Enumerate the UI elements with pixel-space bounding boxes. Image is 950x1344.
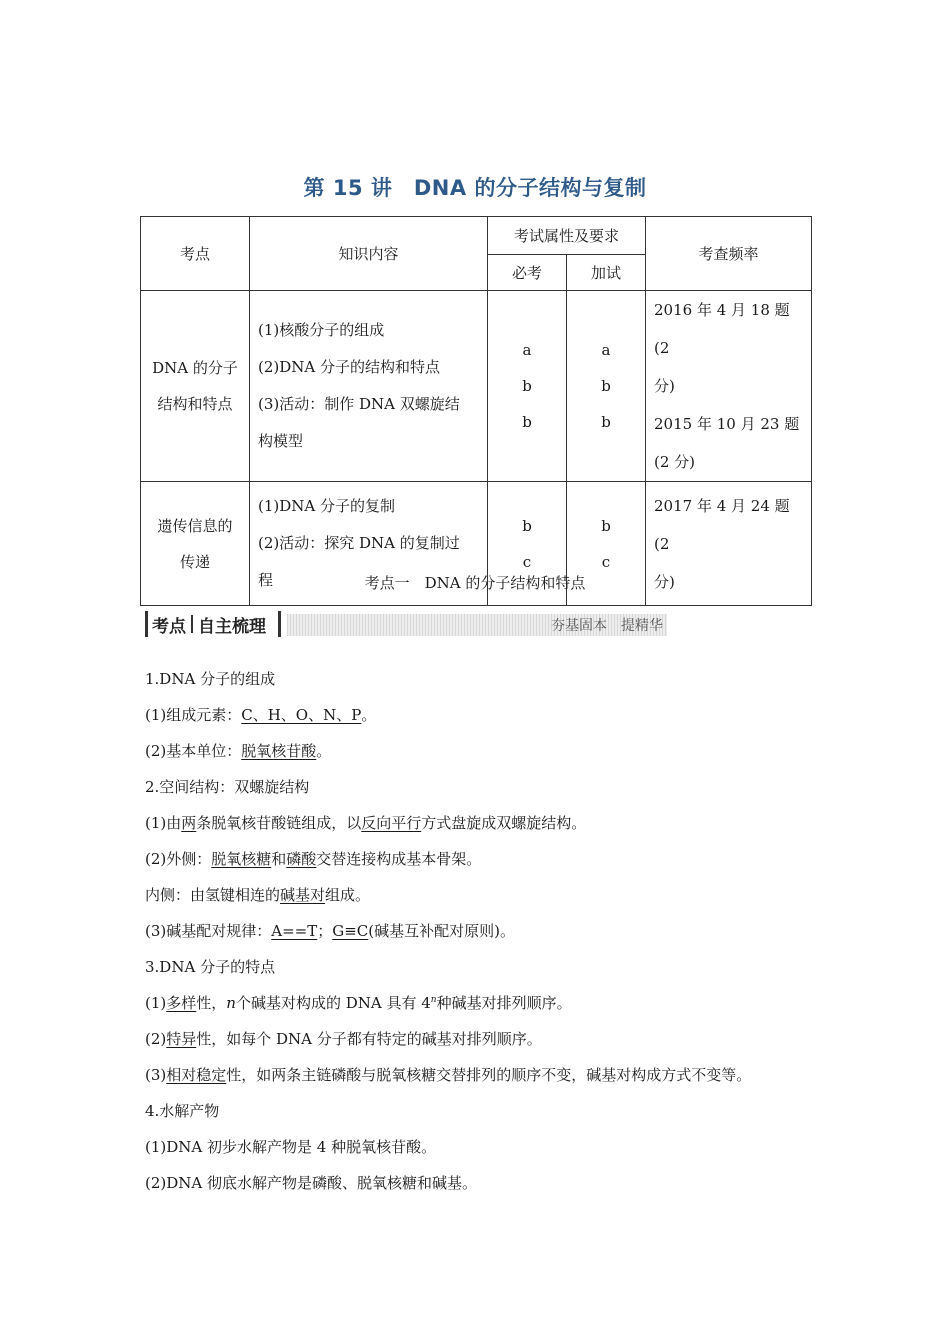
row-content: (1)核酸分子的组成 (2)DNA 分子的结构和特点 (3)活动：制作 DNA 双螺旋结 构模型 bbox=[250, 291, 488, 482]
table-row bbox=[141, 291, 812, 482]
row-extra: b c bbox=[567, 482, 646, 606]
exam-points-table bbox=[140, 216, 812, 606]
line-stability: (3)相对稳定性，如两条主链磷酸与脱氧核糖交替排列的顺序不变，碱基对构成方式不变等。 bbox=[145, 1066, 752, 1084]
row-content: (1)DNA 分子的复制 (2)活动：探究 DNA 的复制过 程 bbox=[250, 482, 488, 606]
line-specificity: (2)特异性，如每个 DNA 分子都有特定的碱基对排列顺序。 bbox=[145, 1030, 542, 1048]
row-required: b c bbox=[488, 482, 567, 606]
header-required: 必考 bbox=[488, 255, 567, 291]
heading-composition: 1.DNA 分子的组成 bbox=[145, 670, 276, 688]
banner-label-a: 考点 bbox=[152, 616, 186, 637]
header-point: 考点 bbox=[141, 217, 250, 291]
row-extra: a b b bbox=[567, 291, 646, 482]
header-extra: 加试 bbox=[567, 255, 646, 291]
banner-tagline: 夯基固本 提精华 bbox=[287, 614, 667, 636]
row-frequency: 2016 年 4 月 18 题(2 分) 2015 年 10 月 23 题 (2 分) bbox=[646, 291, 812, 482]
line-diversity: (1)多样性，n个碱基对构成的 DNA 具有 4$^n$种碱基对排列顺序。 bbox=[145, 994, 572, 1012]
row-point: DNA 的分子 结构和特点 bbox=[141, 291, 250, 482]
row-point: 遗传信息的 传递 bbox=[141, 482, 250, 606]
header-frequency: 考查频率 bbox=[646, 217, 812, 291]
banner-label-b: 自主梳理 bbox=[198, 616, 266, 637]
section-banner bbox=[145, 611, 663, 639]
row-required: a b b bbox=[488, 291, 567, 482]
line-strands: (1)由两条脱氧核苷酸链组成，以反向平行方式盘旋成双螺旋结构。 bbox=[145, 814, 587, 832]
heading-hydrolysis: 4.水解产物 bbox=[145, 1102, 220, 1120]
line-unit: (2)基本单位：脱氧核苷酸。 bbox=[145, 742, 332, 760]
page-title: 第 15 讲 DNA 的分子结构与复制 bbox=[303, 176, 647, 200]
banner-divider bbox=[191, 615, 193, 633]
line-complete-hydrolysis: (2)DNA 彻底水解产物是磷酸、脱氧核糖和碱基。 bbox=[145, 1174, 478, 1192]
line-elements: (1)组成元素：C、H、O、N、P。 bbox=[145, 706, 377, 724]
header-content: 知识内容 bbox=[250, 217, 488, 291]
line-outside: (2)外侧：脱氧核糖和磷酸交替连接构成基本骨架。 bbox=[145, 850, 482, 868]
line-inside: 内侧：由氢键相连的碱基对组成。 bbox=[145, 886, 371, 904]
header-attr: 考试属性及要求 bbox=[488, 217, 646, 255]
heading-features: 3.DNA 分子的特点 bbox=[145, 958, 276, 976]
line-pairing: (3)碱基配对规律：A==T；G≡C(碱基互补配对原则)。 bbox=[145, 922, 515, 940]
row-frequency: 2017 年 4 月 24 题(2 分) bbox=[646, 482, 812, 606]
banner-end-bar bbox=[278, 611, 281, 637]
heading-structure: 2.空间结构：双螺旋结构 bbox=[145, 778, 310, 796]
section-title: 考点一 DNA 的分子结构和特点 bbox=[364, 574, 586, 592]
notes-body bbox=[145, 661, 825, 1201]
line-partial-hydrolysis: (1)DNA 初步水解产物是 4 种脱氧核苷酸。 bbox=[145, 1138, 437, 1156]
